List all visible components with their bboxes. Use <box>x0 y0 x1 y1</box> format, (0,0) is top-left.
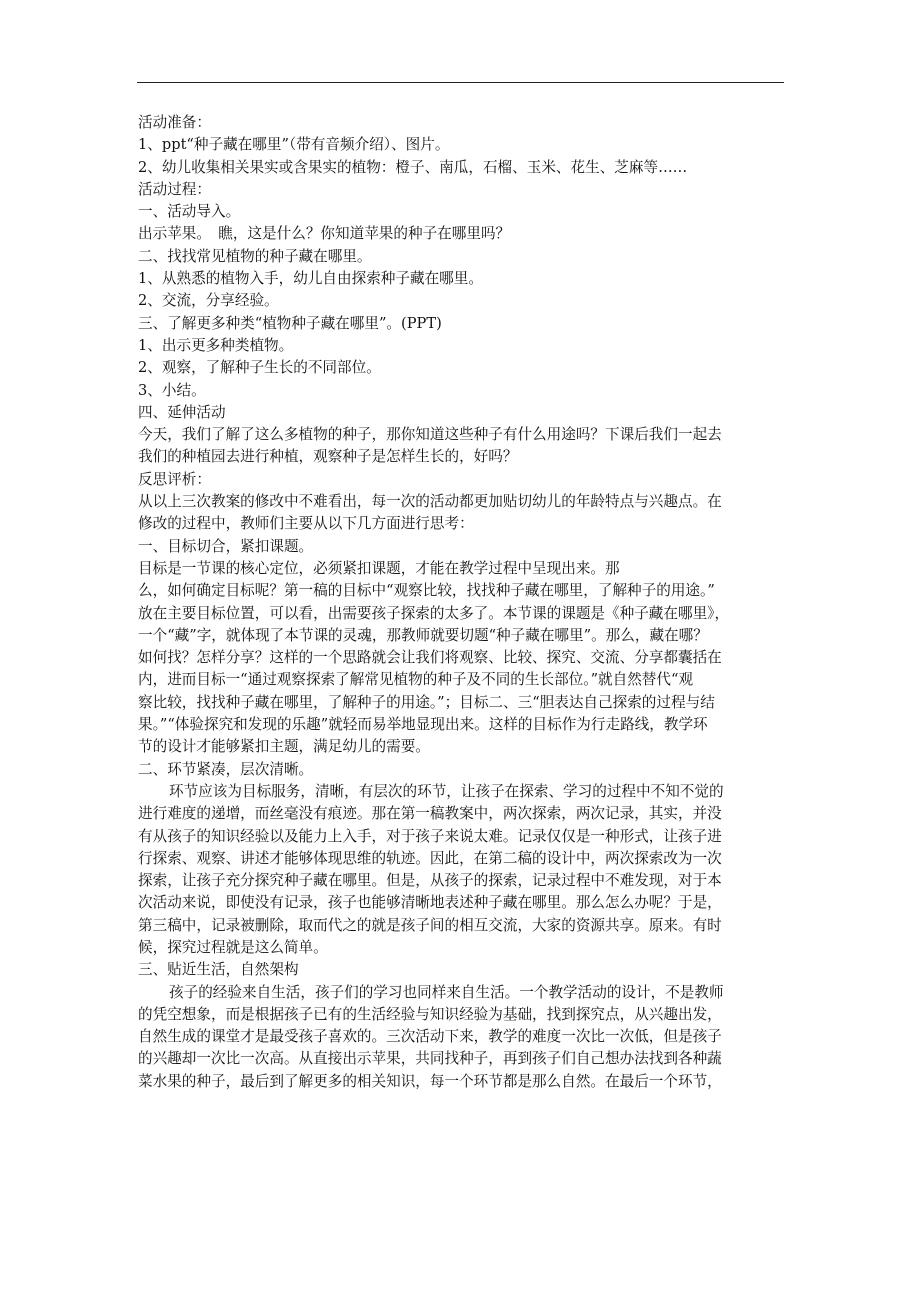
text-line: 孩子的经验来自生活，孩子们的学习也同样来自生活。一个教学活动的设计，不是教师 <box>169 983 724 1001</box>
header-rule <box>137 82 784 83</box>
text-line: 1、ppt“种子藏在哪里”（带有音频介绍）、图片。 <box>138 136 450 154</box>
text-line: 目标是一节课的核心定位，必须紧扣课题，才能在教学过程中呈现出来。那 <box>138 559 620 577</box>
text-line: 果。”“体验探究和发现的乐趣”就轻而易举地显现出来。这样的目标作为行走路线，教学环 <box>138 716 708 734</box>
text-line: 节的设计才能够紧扣主题，满足幼儿的需要。 <box>138 738 430 756</box>
text-line: 第三稿中，记录被删除，取而代之的就是孩子间的相互交流，大家的资源共享。原来。有时 <box>138 916 722 934</box>
text-line: 今天，我们了解了这么多植物的种子，那你知道这些种子有什么用途吗？下课后我们一起去 <box>138 426 722 444</box>
text-line: 一、目标切合，紧扣课题。 <box>138 537 314 555</box>
text-line: 从以上三次教案的修改中不难看出，每一次的活动都更加贴切幼儿的年龄特点与兴趣点。在 <box>138 493 722 511</box>
text-line: 二、找找常见植物的种子藏在哪里。 <box>138 247 372 265</box>
text-line: 放在主要目标位置，可以看，出需要孩子探索的太多了。本节课的课题是《种子藏在哪里》， <box>138 604 730 622</box>
text-line: 候，探究过程就是这么简单。 <box>138 938 328 956</box>
text-line: 环节应该为目标服务，清晰，有层次的环节，让孩子在探索、学习的过程中不知不觉的 <box>169 782 724 800</box>
text-line: 活动过程： <box>138 180 211 198</box>
text-line: 三、了解更多种类“植物种子藏在哪里”。(PPT) <box>138 314 442 332</box>
text-line: 察比较，找找种子藏在哪里，了解种子的用途。”；目标二、三“胆表达自己探索的过程与结 <box>138 693 715 711</box>
text-line: 修改的过程中，教师们主要从以下几方面进行思考： <box>138 515 474 533</box>
text-line: 我们的种植园去进行种植，观察种子是怎样生长的，好吗？ <box>138 448 518 466</box>
text-line: 进行难度的递增，而丝毫没有痕迹。那在第一稿教案中，两次探索，两次记录，其实，并没 <box>138 805 722 823</box>
text-line: 四、延伸活动 <box>138 403 226 421</box>
text-line: 行探索、观察、讲述才能够体现思维的轨迹。因此，在第二稿的设计中，两次探索改为一次 <box>138 849 722 867</box>
text-line: 1、出示更多种类植物。 <box>138 336 294 354</box>
text-line: 2、交流，分享经验。 <box>138 292 279 310</box>
text-line: 3、小结。 <box>138 381 206 399</box>
text-line: 出示苹果。 瞧，这是什么？你知道苹果的种子在哪里吗？ <box>138 225 511 243</box>
text-line: 次活动来说，即使没有记录，孩子也能够清晰地表述种子藏在哪里。那么怎么办呢？于是， <box>138 894 722 912</box>
text-line: 内，进而目标一“通过观察探索了解常见植物的种子及不同的生长部位。”就自然替代“观 <box>138 671 694 689</box>
text-line: 一个“藏”字，就体现了本节课的灵魂，那教师就要切题“种子藏在哪里”。那么，藏在哪？ <box>138 626 708 644</box>
text-line: 反思评析： <box>138 470 211 488</box>
text-line: 三、贴近生活，自然架构 <box>138 961 299 979</box>
text-line: 活动准备： <box>138 114 211 131</box>
text-line: 2、观察，了解种子生长的不同部位。 <box>138 359 381 377</box>
text-line: 1、从熟悉的植物入手，幼儿自由探索种子藏在哪里。 <box>138 270 483 288</box>
document-body <box>138 112 786 1093</box>
text-line: 的凭空想象，而是根据孩子已有的生活经验与知识经验为基础，找到探究点，从兴趣出发， <box>138 1005 722 1023</box>
text-line: 如何找？怎样分享？这样的一个思路就会让我们将观察、比较、探究、交流、分享都囊括在 <box>138 649 722 667</box>
text-line: 么，如何确定目标呢？第一稿的目标中“观察比较，找找种子藏在哪里，了解种子的用途。” <box>138 582 715 600</box>
text-line: 的兴趣却一次比一次高。从直接出示苹果，共同找种子，再到孩子们自己想办法找到各种蔬 <box>138 1050 722 1068</box>
text-line: 二、环节紧凑，层次清晰。 <box>138 760 314 778</box>
text-line: 2、幼儿收集相关果实或含果实的植物：橙子、南瓜，石榴、玉米、花生、芝麻等…… <box>138 158 688 176</box>
text-line: 一、活动导入。 <box>138 203 241 221</box>
text-line: 自然生成的课堂才是最受孩子喜欢的。三次活动下来，教学的难度一次比一次低，但是孩子 <box>138 1028 722 1046</box>
text-line: 菜水果的种子，最后到了解更多的相关知识，每一个环节都是那么自然。在最后一个环节， <box>138 1072 722 1090</box>
text-line: 有从孩子的知识经验以及能力上入手，对于孩子来说太难。记录仅仅是一种形式，让孩子进 <box>138 827 722 845</box>
text-line: 探索，让孩子充分探究种子藏在哪里。但是，从孩子的探索，记录过程中不难发现，对于本 <box>138 872 722 890</box>
